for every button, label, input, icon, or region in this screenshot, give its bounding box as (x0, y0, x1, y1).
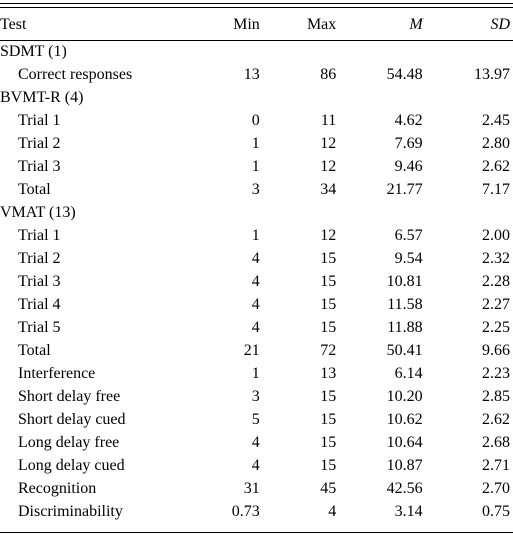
table-body (0, 40, 513, 523)
cell-mean: 10.81 (386, 273, 423, 290)
table-row (0, 408, 513, 431)
cell-max: 15 (320, 250, 337, 267)
bottom-rule (0, 532, 513, 533)
cell-mean: 9.54 (394, 250, 423, 267)
table-row (0, 339, 513, 362)
cell-min: 0.73 (231, 503, 260, 520)
cell-sd: 2.62 (482, 411, 510, 428)
table-row (0, 270, 513, 293)
cell-mean: 10.64 (386, 434, 423, 451)
row-label: Correct responses (18, 66, 133, 83)
cell-mean: 10.62 (386, 411, 423, 428)
cell-mean: 21.77 (386, 181, 423, 198)
cell-min: 1 (251, 158, 260, 175)
cell-max: 34 (320, 181, 337, 198)
descriptive-statistics-table (0, 13, 513, 523)
cell-max: 12 (320, 135, 337, 152)
cell-max: 12 (320, 158, 337, 175)
group-label: SDMT (1) (0, 43, 67, 60)
cell-min: 3 (251, 388, 260, 405)
cell-mean: 10.87 (386, 457, 423, 474)
cell-min: 4 (251, 273, 260, 290)
table-row (0, 477, 513, 500)
row-label: Trial 3 (18, 273, 61, 290)
row-label: Discriminability (18, 503, 123, 520)
row-label: Total (18, 181, 51, 198)
cell-sd: 9.66 (482, 342, 510, 359)
row-label: Trial 4 (18, 296, 61, 313)
table-row (0, 431, 513, 454)
cell-sd: 2.71 (482, 457, 510, 474)
row-label: Trial 3 (18, 158, 61, 175)
cell-min: 4 (251, 296, 260, 313)
group-header-row (0, 86, 513, 109)
cell-max: 4 (328, 503, 337, 520)
table-row (0, 385, 513, 408)
table-row (0, 454, 513, 477)
header-max: Max (306, 16, 337, 33)
cell-min: 21 (243, 342, 260, 359)
cell-sd: 2.62 (482, 158, 510, 175)
table-row (0, 178, 513, 201)
table-row (0, 293, 513, 316)
table-row (0, 109, 513, 132)
cell-max: 15 (320, 296, 337, 313)
cell-mean: 4.62 (394, 112, 423, 129)
row-label: Trial 2 (18, 250, 61, 267)
cell-mean: 11.88 (387, 319, 423, 336)
cell-mean: 6.57 (394, 227, 423, 244)
cell-sd: 2.70 (482, 480, 510, 497)
cell-max: 15 (320, 457, 337, 474)
table-row (0, 63, 513, 86)
cell-sd: 2.23 (482, 365, 510, 382)
cell-max: 15 (320, 388, 337, 405)
group-header-row (0, 201, 513, 224)
cell-max: 86 (320, 66, 337, 83)
cell-max: 15 (320, 319, 337, 336)
cell-min: 5 (251, 411, 260, 428)
cell-sd: 2.27 (482, 296, 510, 313)
row-label: Short delay free (18, 388, 121, 405)
row-label: Long delay cued (18, 457, 125, 474)
cell-sd: 0.75 (482, 503, 510, 520)
group-label: VMAT (13) (0, 204, 76, 221)
cell-min: 31 (243, 480, 260, 497)
cell-sd: 2.85 (482, 388, 510, 405)
row-label: Interference (18, 365, 96, 382)
cell-min: 4 (251, 457, 260, 474)
top-rule-double (0, 7, 513, 8)
cell-max: 45 (320, 480, 337, 497)
cell-sd: 2.45 (482, 112, 510, 129)
table-row (0, 362, 513, 385)
cell-mean: 54.48 (386, 66, 423, 83)
cell-min: 13 (243, 66, 260, 83)
row-label: Recognition (18, 480, 97, 497)
table-row (0, 224, 513, 247)
cell-mean: 6.14 (394, 365, 423, 382)
table-row (0, 316, 513, 339)
cell-max: 72 (320, 342, 337, 359)
top-rule (0, 3, 513, 4)
cell-max: 15 (320, 411, 337, 428)
row-label: Trial 1 (18, 227, 61, 244)
cell-sd: 7.17 (482, 181, 510, 198)
row-label: Long delay free (18, 434, 120, 451)
header-sd: SD (490, 16, 510, 33)
cell-max: 13 (320, 365, 337, 382)
table-row (0, 155, 513, 178)
cell-min: 1 (251, 227, 260, 244)
group-header-row (0, 40, 513, 63)
table-row (0, 500, 513, 523)
group-label: BVMT-R (4) (0, 89, 84, 106)
table-row (0, 247, 513, 270)
cell-sd: 2.00 (482, 227, 510, 244)
table-row (0, 132, 513, 155)
cell-sd: 2.25 (482, 319, 510, 336)
row-label: Trial 2 (18, 135, 61, 152)
cell-min: 0 (251, 112, 260, 129)
cell-sd: 2.80 (482, 135, 510, 152)
cell-min: 4 (251, 319, 260, 336)
cell-max: 11 (320, 112, 337, 129)
cell-max: 12 (320, 227, 337, 244)
cell-min: 1 (251, 135, 260, 152)
row-label: Trial 1 (18, 112, 61, 129)
cell-mean: 7.69 (394, 135, 423, 152)
cell-mean: 42.56 (386, 480, 423, 497)
cell-max: 15 (320, 434, 337, 451)
cell-max: 15 (320, 273, 337, 290)
cell-min: 4 (251, 434, 260, 451)
cell-sd: 13.97 (474, 66, 510, 83)
cell-sd: 2.32 (482, 250, 510, 267)
row-label: Total (18, 342, 51, 359)
row-label: Trial 5 (18, 319, 61, 336)
cell-mean: 3.14 (394, 503, 423, 520)
cell-mean: 50.41 (386, 342, 423, 359)
cell-min: 3 (251, 181, 260, 198)
cell-sd: 2.68 (482, 434, 510, 451)
header-test: Test (0, 16, 27, 33)
cell-min: 1 (251, 365, 260, 382)
header-min: Min (233, 16, 260, 33)
cell-mean: 9.46 (394, 158, 423, 175)
cell-min: 4 (251, 250, 260, 267)
table-header-row (0, 13, 513, 40)
cell-mean: 10.20 (386, 388, 423, 405)
cell-mean: 11.58 (387, 296, 423, 313)
header-mean: M (409, 16, 423, 33)
row-label: Short delay cued (18, 411, 126, 428)
cell-sd: 2.28 (482, 273, 510, 290)
